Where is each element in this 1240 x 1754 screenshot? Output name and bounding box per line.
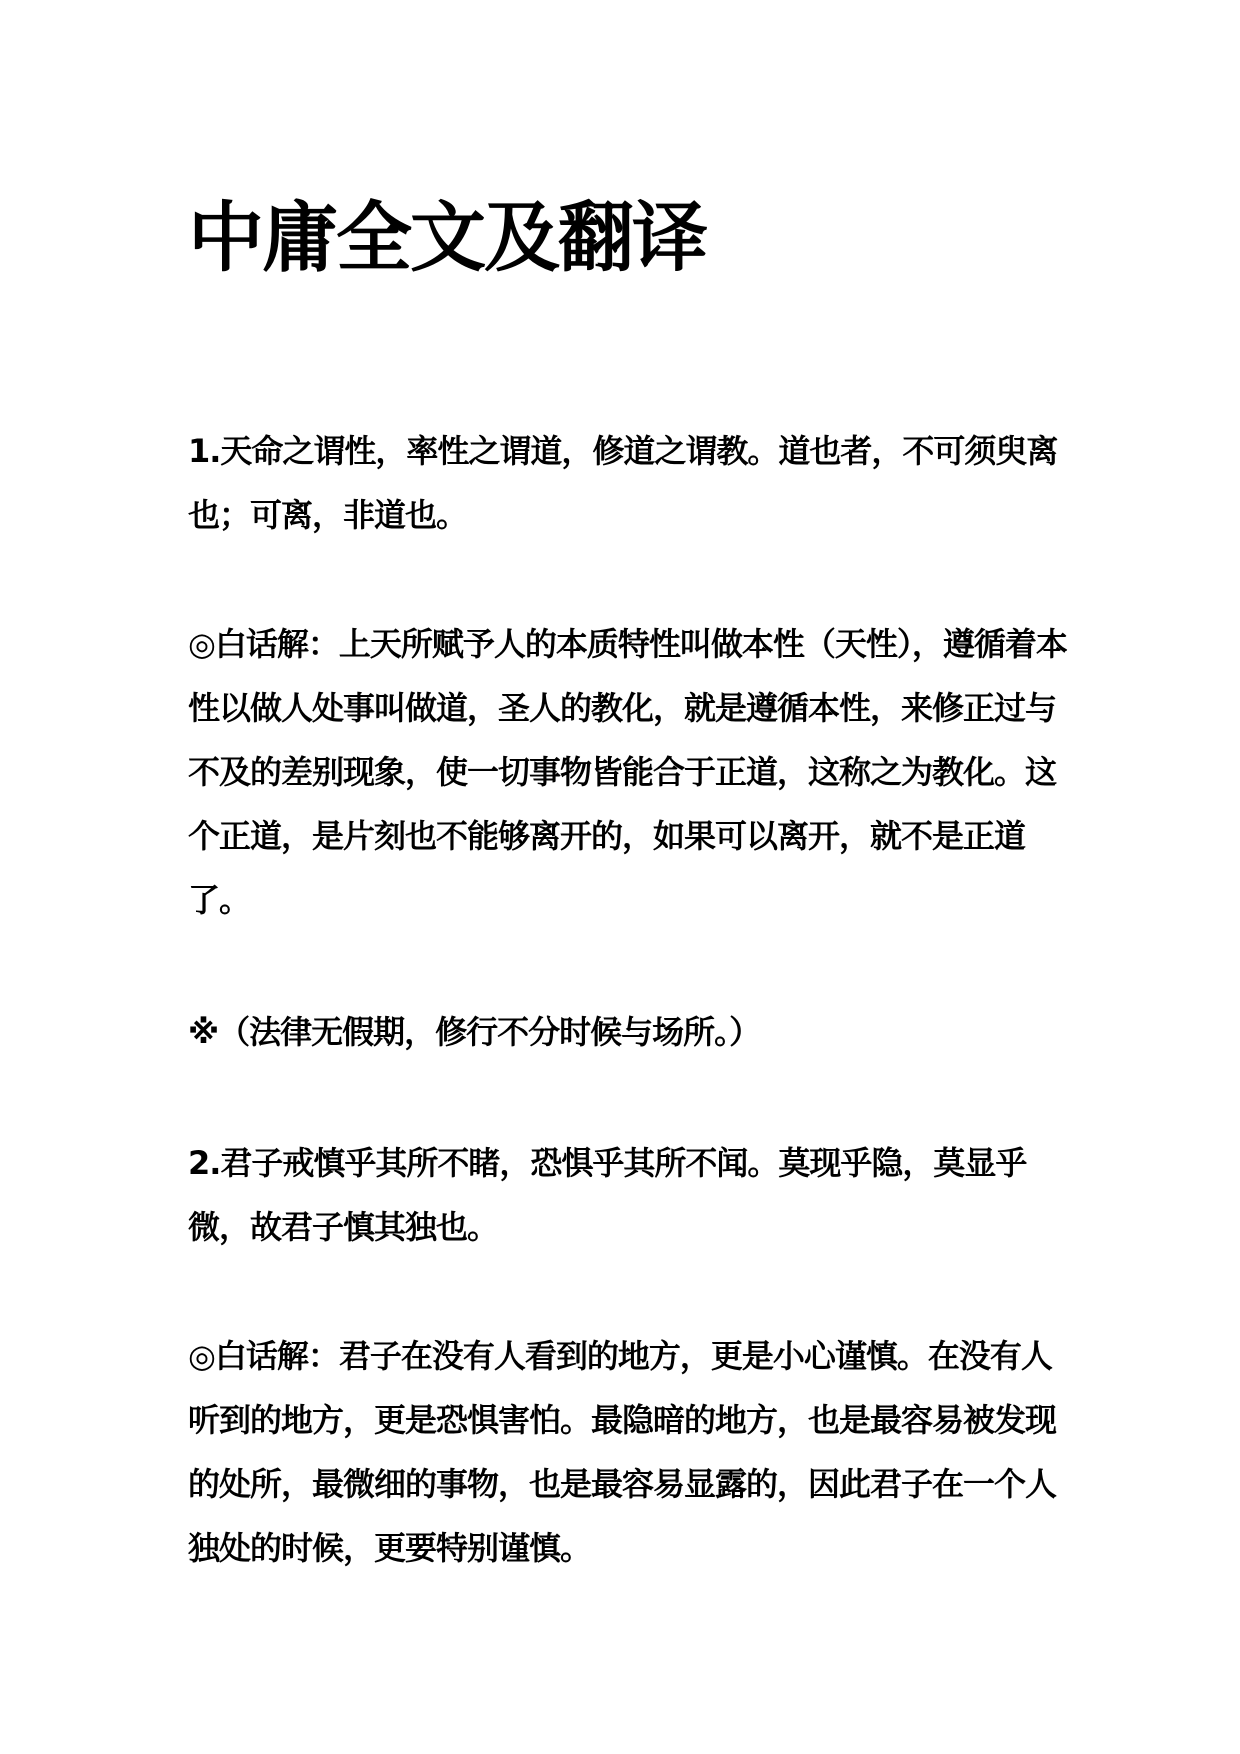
- verse-1-note: ※（法律无假期，修行不分时候与场所。）: [188, 1013, 761, 1051]
- verse-2-translation: ◎白话解：君子在没有人看到的地方，更是小心谨慎。在没有人听到的地方，更是恐惧害怕。最隐暗的地方，也是最容易被发现的处所，最微细的事物，也是最容易显露的，因此君子在一个人独处的时候，更要特别谨慎。: [188, 1337, 1057, 1567]
- verse-1-original: 1.天命之谓性，率性之谓道，修道之谓教。道也者，不可须臾离也；可离，非道也。: [188, 432, 1058, 534]
- verse-2-original: 2.君子戒慎乎其所不睹，恐惧乎其所不闻。莫现乎隐，莫显乎微，故君子慎其独也。: [188, 1144, 1027, 1246]
- verse-1-translation: ◎白话解：上天所赋予人的本质特性叫做本性（天性），遵循着本性以做人处事叫做道，圣人的教化，就是遵循本性，来修正过与不及的差别现象，使一切事物皆能合于正道，这称之为教化。这个正道，是片刻也不能够离开的，如果可以离开，就不是正道了。: [188, 625, 1067, 919]
- document-title: 中庸全文及翻译: [188, 193, 706, 282]
